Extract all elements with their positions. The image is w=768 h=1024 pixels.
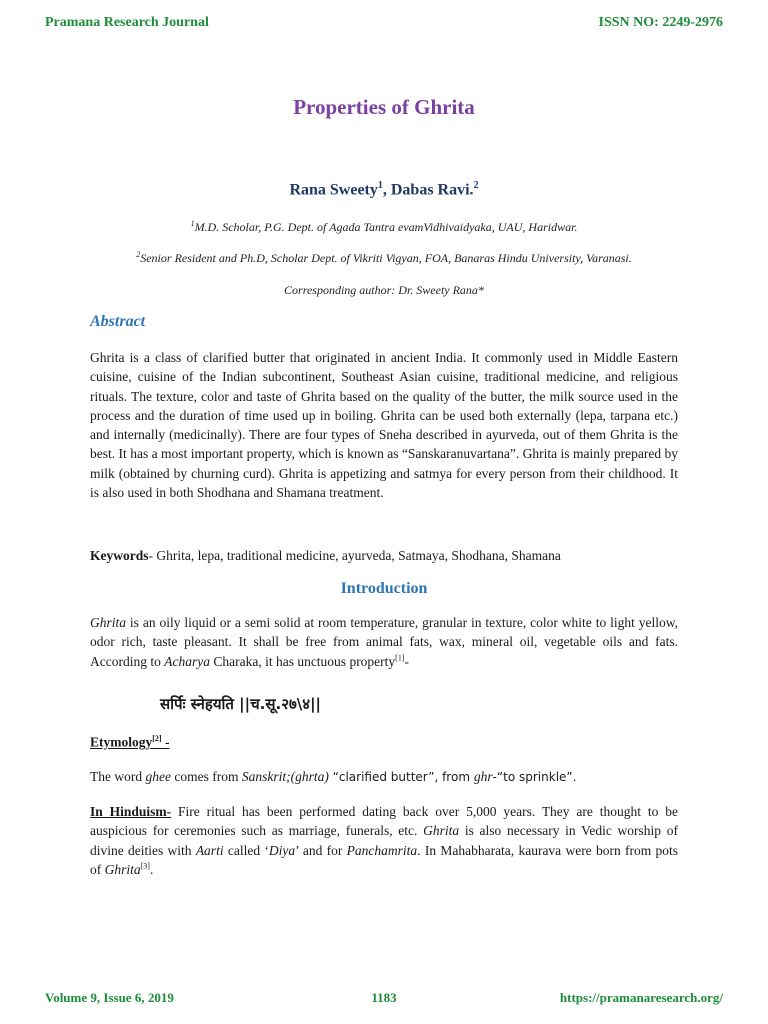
- etymology-heading-dash: -: [161, 734, 170, 750]
- author-1-mark: 1: [377, 180, 383, 191]
- introduction-text: [90, 613, 678, 671]
- abstract-heading: Abstract: [90, 313, 146, 330]
- issn-number: ISSN NO: 2249-2976: [598, 15, 723, 30]
- hind-term-ghrita-2: Ghrita: [104, 861, 141, 877]
- intro-term-ghrita: Ghrita: [90, 615, 127, 630]
- hind-text-2: is also necessary in Vedic worship of divine deities with: [90, 823, 678, 858]
- hind-text-3: called ‘: [223, 842, 269, 858]
- intro-text-3: -: [404, 653, 409, 669]
- hind-term-ghrita: Ghrita: [423, 823, 460, 839]
- ety-text-3: “clarified butter”, from: [328, 770, 474, 784]
- affiliation-2-text: Senior Resident and Ph.D, Scholar Dept. of Vikriti Vigyan, FOA, Banaras Hindu University, Varanasi.: [140, 251, 632, 265]
- ety-term-sanskrit: Sanskrit;(ghrta): [241, 769, 329, 784]
- volume-issue: Volume 9, Issue 6, 2019: [45, 990, 174, 1005]
- paper-title: Properties of Ghrita: [293, 95, 475, 119]
- hinduism-text: [90, 802, 678, 879]
- author-2-mark: 2: [473, 180, 479, 191]
- intro-text-2: Charaka, it has unctuous property: [209, 653, 396, 669]
- journal-name: Pramana Research Journal: [45, 15, 209, 30]
- corresponding-author: Corresponding author: Dr. Sweety Rana*: [284, 283, 484, 297]
- hind-text-6: .: [149, 861, 154, 877]
- ety-text-4: -“to sprinkle”.: [492, 770, 577, 784]
- etymology-text: [90, 767, 678, 787]
- ety-text-2: comes from: [170, 769, 242, 784]
- citation-3: [3]: [140, 861, 150, 871]
- author-separator: ,: [382, 181, 391, 199]
- sanskrit-quote: सर्पिः स्नेहयति ||च.सू.२७\४||: [160, 695, 322, 713]
- affiliation-2-mark: 2: [136, 250, 141, 259]
- citation-2: [2]: [152, 734, 162, 743]
- journal-url-link[interactable]: https://pramanaresearch.org/: [559, 990, 723, 1005]
- hind-text-1: Fire ritual has been performed dating back over 5,000 years. They are thought to be auspicious for ceremonies such as marriage, funerals, etc.: [90, 804, 678, 839]
- affiliation-1: [0, 219, 768, 235]
- author-list: [0, 180, 768, 199]
- keywords-label: Keywords: [90, 548, 149, 563]
- hind-text-4: ’ and for: [295, 842, 347, 858]
- affiliation-2: [0, 250, 768, 266]
- intro-term-acharya: Acharya: [164, 653, 210, 669]
- hind-term-aarti: Aarti: [195, 842, 224, 858]
- introduction-heading: Introduction: [340, 580, 428, 597]
- etymology-heading: [90, 734, 169, 751]
- intro-text-1: is an oily liquid or a semi solid at room temperature, granular in texture, color white to light yellow, odor rich, taste pleasant. It shall be free from animal fats, wax, mineral oil, vegetable oils and fats. According to: [90, 615, 678, 669]
- page-number: 1183: [371, 990, 397, 1005]
- keywords-text: - Ghrita, lepa, traditional medicine, ayurveda, Satmaya, Shodhana, Shamana: [148, 548, 561, 563]
- hind-text-5: . In Mahabharata, kaurava were born from pots of: [90, 842, 678, 877]
- hind-term-panchamrita: Panchamrita: [346, 842, 418, 858]
- abstract-text: Ghrita is a class of clarified butter that originated in ancient India. It commonly used in Middle Eastern cuisine, cuisine of the Indian subcontinent, Southeast Asian cuisine, traditional medicine, and religious rituals. The texture, color and taste of Ghrita based on the quality of the butter, the milk source used in the process and the duration of time used up in boiling. Ghrita can be used both externally (lepa, tarpana etc.) and internally (medicinally). There are four types of Sneha described in ayurveda, out of them Ghrita is the best. It has a most important property, which is known as “Sanskaranuvartana”. Ghrita is mainly prepared by milk (obtained by churning curd). Ghrita is appetizing and satmya for every person from their childhood. It is also used in both Shodhana and Shamana treatment.: [90, 350, 678, 501]
- citation-1: [1]: [395, 653, 405, 663]
- ety-term-ghee: ghee: [145, 769, 171, 784]
- hinduism-label: In Hinduism-: [90, 804, 172, 819]
- etymology-heading-text: Etymology: [90, 734, 153, 750]
- hind-term-diya: Diya: [268, 842, 296, 858]
- author-1: Rana Sweety: [289, 181, 378, 199]
- keywords: [90, 546, 678, 565]
- author-2: Dabas Ravi.: [390, 181, 474, 199]
- affiliation-1-mark: 1: [190, 219, 195, 228]
- ety-text-1: The word: [90, 769, 146, 784]
- affiliation-1-text: M.D. Scholar, P.G. Dept. of Agada Tantra evamVidhivaidyaka, UAU, Haridwar.: [194, 220, 578, 234]
- ety-term-ghr: ghr: [473, 769, 493, 784]
